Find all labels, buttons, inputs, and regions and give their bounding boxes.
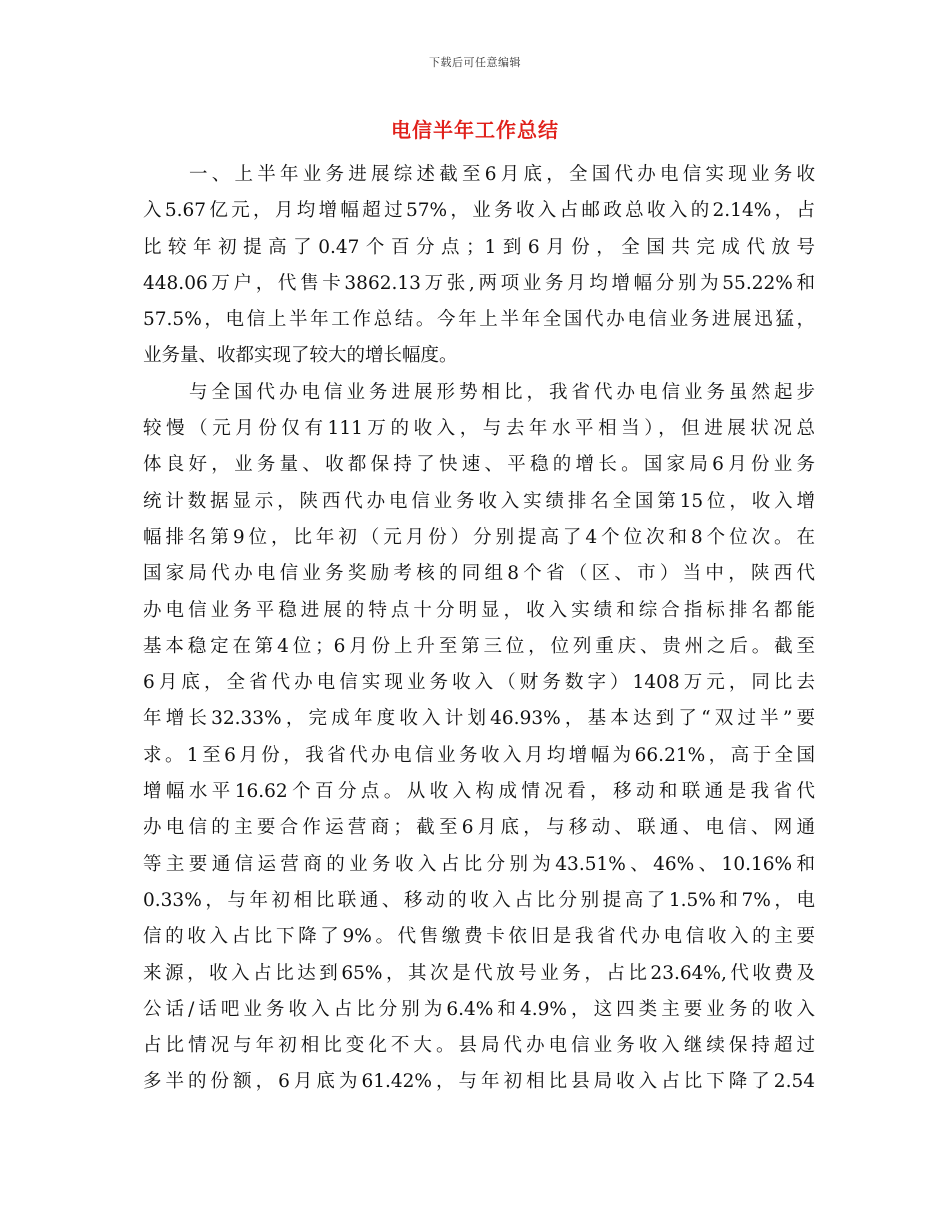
paragraph-line: 体良好，业务量、收都保持了快速、平稳的增长。国家局6月份业务 — [143, 454, 815, 476]
paragraph-line: 国家局代办电信业务奖励考核的同组8个省（区、市）当中，陕西代 — [143, 563, 815, 585]
paragraph-line: 办电信的主要合作运营商；截至6月底，与移动、联通、电信、网通 — [143, 817, 815, 839]
paragraph-line: 多半的份额，6月底为61.42%，与年初相比县局收入占比下降了2.54 — [143, 1071, 815, 1093]
paragraph-line: 公话/话吧业务收入占比分别为6.4%和4.9%，这四类主要业务的收入 — [143, 998, 815, 1020]
paragraph-line: 等主要通信运营商的业务收入占比分别为43.51%、46%、10.16%和 — [143, 853, 815, 875]
paragraph-line: 统计数据显示，陕西代办电信业务收入实绩排名全国第15位，收入增 — [143, 490, 815, 512]
paragraph-line: 0.33%，与年初相比联通、移动的收入占比分别提高了1.5%和7%，电 — [143, 889, 815, 911]
header-note: 下载后可任意编辑 — [429, 56, 521, 69]
paragraph-line: 448.06万户，代售卡3862.13万张,两项业务月均增幅分别为55.22%和 — [143, 272, 815, 294]
paragraph-line: 求。1至6月份，我省代办电信业务收入月均增幅为66.21%，高于全国 — [143, 744, 815, 766]
paragraph-line: 一、上半年业务进展综述截至6月底，全国代办电信实现业务收 — [189, 164, 815, 185]
paragraph-line: 年增长32.33%，完成年度收入计划46.93%，基本达到了“双过半”要 — [143, 708, 815, 730]
paragraph-line: 比较年初提高了0.47个百分点；1到6月份，全国共完成代放号 — [143, 236, 815, 258]
paragraph-line: 与全国代办电信业务进展形势相比，我省代办电信业务虽然起步 — [189, 381, 815, 403]
document-title: 电信半年工作总结 — [391, 118, 559, 142]
paragraph-line: 占比情况与年初相比变化不大。县局代办电信业务收入继续保持超过 — [143, 1035, 815, 1057]
paragraph-line: 57.5%，电信上半年工作总结。今年上半年全国代办电信业务进展迅猛， — [143, 309, 815, 331]
paragraph-line: 业务量、收都实现了较大的增长幅度。 — [143, 345, 458, 367]
document-body — [143, 157, 815, 1101]
paragraph-line: 幅排名第9位，比年初（元月份）分别提高了4个位次和8个位次。在 — [143, 526, 815, 548]
paragraph-line: 基本稳定在第4位；6月份上升至第三位，位列重庆、贵州之后。截至 — [143, 635, 815, 657]
paragraph-line: 信的收入占比下降了9%。代售缴费卡依旧是我省代办电信收入的主要 — [143, 926, 815, 948]
paragraph-line: 较慢（元月份仅有111万的收入，与去年水平相当），但进展状况总 — [143, 418, 815, 440]
paragraph-line: 6月底，全省代办电信实现业务收入（财务数字）1408万元，同比去 — [143, 672, 815, 694]
paragraph-line: 办电信业务平稳进展的特点十分明显，收入实绩和综合指标排名都能 — [143, 599, 815, 621]
paragraph-line: 来源，收入占比达到65%，其次是代放号业务，占比23.64%,代收费及 — [143, 962, 815, 984]
paragraph-line: 增幅水平16.62个百分点。从收入构成情况看，移动和联通是我省代 — [143, 781, 815, 803]
paragraph-line: 入5.67亿元，月均增幅超过57%，业务收入占邮政总收入的2.14%，占 — [143, 200, 815, 222]
